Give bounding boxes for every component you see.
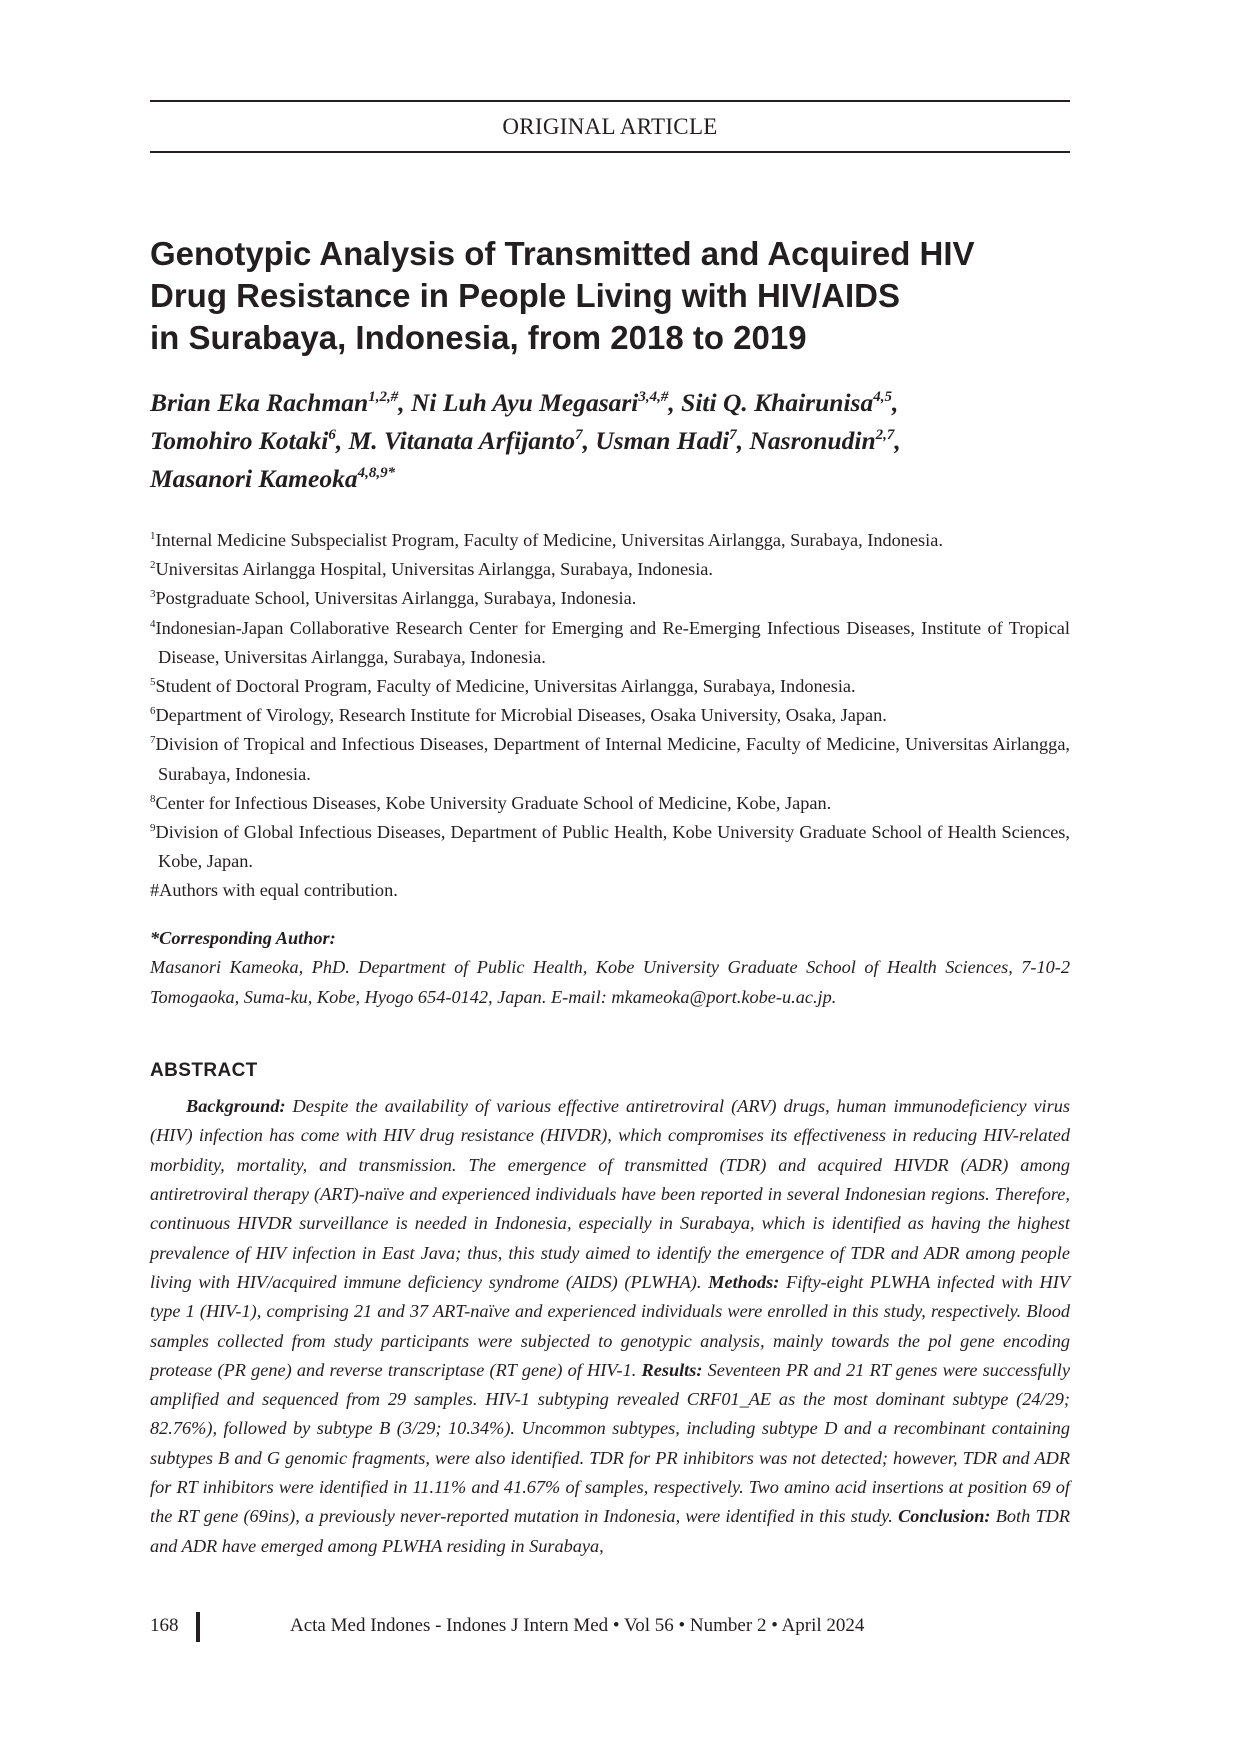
article-page [150,100,1070,1561]
abstract-background-label: Background: [186,1096,286,1117]
affiliation-text: Division of Global Infectious Diseases, Department of Public Health, Kobe University Graduate School of Health Sciences, Kobe, Japan. [155,822,1070,872]
abstract-methods-label: Methods: [708,1271,780,1292]
abstract-background-text: Despite the availability of various effective antiretroviral (ARV) drugs, human immunodeficiency virus (HIV) infection has come with HIV drug resistance (HIVDR), which compromises its effectiveness in reducing HIV-related morbidity, mortality, and transmission. The emergence of transmitted (TDR) and acquired HIVDR (ADR) among antiretroviral therapy (ART)-naïve and experienced individuals have been reported in several Indonesian regions. Therefore, continuous HIVDR surveillance is needed in Indonesia, especially in Surabaya, which is identified as having the highest prevalence of HIV infection in East Java; thus, this study aimed to identify the emergence of TDR and ADR among people living with HIV/acquired immune deficiency syndrome (AIDS) (PLWHA). [150,1096,1070,1292]
affiliation-text: Universitas Airlangga Hospital, Universitas Airlangga, Surabaya, Indonesia. [155,559,713,580]
author-name: Usman Hadi [595,426,730,455]
journal-citation: Acta Med Indones - Indones J Intern Med • Vol 56 • Number 2 • April 2024 [290,1615,865,1636]
author-name: Ni Luh Ayu Megasari [410,388,639,417]
equal-contribution-note: #Authors with equal contribution. [150,880,398,901]
abstract-methods-text: Fifty-eight PLWHA infected with HIV type 1 (HIV-1), comprising 21 and 37 ART-naïve and experienced individuals were enrolled in this study, respectively. Blood samples collected from study participants were subjected to genotypic analysis, mainly towards the pol gene encoding protease (PR gene) and reverse transcriptase (RT gene) of HIV-1. [150,1271,1071,1380]
author-name: M. Vitanata Arfijanto [348,426,576,455]
author-affiliation-marks: 3,4,# [638,389,669,405]
affiliation-item [150,818,1070,876]
affiliation-text: Center for Infectious Diseases, Kobe University Graduate School of Medicine, Kobe, Japan. [155,792,832,813]
affiliation-number: 6 [150,705,156,718]
abstract-results-label: Results: [641,1359,703,1380]
abstract-conclusion-label: Conclusion: [898,1506,991,1527]
abstract-body [150,1092,1070,1561]
author-affiliation-marks: 2,7 [875,427,895,443]
author-affiliation-marks: 1,2,# [368,389,399,405]
affiliation-number: 9 [150,822,156,835]
title-line: Genotypic Analysis of Transmitted and Acquired HIV [150,235,975,272]
title-line: Drug Resistance in People Living with HIV/AIDS [150,277,900,314]
affiliation-text: Indonesian-Japan Collaborative Research Center for Emerging and Re-Emerging Infectious Diseases, Institute of Tropical Disease, Universitas Airlangga, Surabaya, Indonesia. [155,617,1070,667]
affiliation-number: 8 [150,792,156,805]
affiliation-item [150,526,1070,555]
affiliation-text: Student of Doctoral Program, Faculty of Medicine, Universitas Airlangga, Surabaya, Indonesia. [155,676,856,697]
abstract-heading: ABSTRACT [150,1060,258,1082]
author-affiliation-marks: 4,8,9* [357,465,396,481]
affiliation-item [150,584,1070,613]
affiliation-list [150,526,1070,906]
abstract-conclusion-text: Both TDR and ADR have emerged among PLWHA residing in Surabaya, [150,1506,1070,1556]
corresponding-author-text: Masanori Kameoka, PhD. Department of Public Health, Kobe University Graduate School of Health Sciences, 7-10-2 Tomogaoka, Suma-ku, Kobe, Hyogo 654-0142, Japan. E-mail: mkameoka@port.kobe-u.ac.jp. [150,957,1070,1007]
affiliation-item [150,701,1070,730]
article-title [150,233,1010,359]
author-affiliation-marks: 7 [729,427,737,443]
affiliation-item [150,555,1070,584]
corresponding-author-block [150,924,1070,1013]
affiliation-number: 3 [150,588,156,601]
affiliation-number: 4 [150,617,156,630]
author-name: Tomohiro Kotaki [150,426,329,455]
author-affiliation-marks: 4,5 [873,389,892,405]
affiliation-number: 2 [150,559,156,572]
header-bottom-rule [150,151,1070,153]
author-affiliation-marks: 7 [575,427,583,443]
author-name: Nasronudin [749,426,876,455]
page-number: 168 [150,1615,179,1636]
author-affiliation-marks: 6 [328,427,336,443]
affiliation-text: Department of Virology, Research Institute for Microbial Diseases, Osaka University, Osaka, Japan. [155,705,887,726]
affiliation-text: Postgraduate School, Universitas Airlangga, Surabaya, Indonesia. [155,588,637,609]
affiliation-number: 5 [150,676,156,689]
author-list: Brian Eka Rachman$^{1,2,\#}$, Ni Luh Ayu Megasari$^{3,4,\#}$, Siti Q. Khairunisa$^{4,5}$, Tomohiro Kotaki$^6$, M. Vitanata Arfijanto$^7$, Usman Hadi$^7$, Nasronudin$^{2,7}$, Masanori Kameoka$^{4,8,9*}$ [150,388,901,493]
affiliation-item [150,789,1070,818]
author-name: Brian Eka Rachman [150,388,369,417]
affiliation-item [150,672,1070,701]
affiliation-text: Internal Medicine Subspecialist Program, Faculty of Medicine, Universitas Airlangga, Surabaya, Indonesia. [155,530,943,550]
title-line: in Surabaya, Indonesia, from 2018 to 2019 [150,319,807,356]
affiliation-number: 7 [150,734,156,747]
affiliation-item [150,730,1070,788]
author-name: Masanori Kameoka [150,464,358,493]
article-type-label: ORIGINAL ARTICLE [502,114,718,139]
abstract-results-text: Seventeen PR and 21 RT genes were successfully amplified and sequenced from 29 samples. HIV-1 subtyping revealed CRF01_AE as the most dominant subtype (24/29; 82.76%), followed by subtype B (3/29; 10.34%). Uncommon subtypes, including subtype D and a recombinant containing subtypes B and G genomic fragments, were also identified. TDR for PR inhibitors was not detected; however, TDR and ADR for RT inhibitors were identified in 11.11% and 41.67% of samples, respectively. Two amino acid insertions at position 69 of the RT gene (69ins), a previously never-reported mutation in Indonesia, were identified in this study. [150,1359,1070,1527]
corresponding-author-label: *Corresponding Author: [150,927,336,948]
footer-divider-bar [196,1612,200,1642]
affiliation-item [150,614,1070,672]
page-footer [150,1612,1070,1644]
affiliation-text: Division of Tropical and Infectious Diseases, Department of Internal Medicine, Faculty of Medicine, Universitas Airlangga, Surabaya, Indonesia. [155,734,1070,784]
affiliation-number: 1 [150,530,156,542]
author-name: Siti Q. Khairunisa [681,388,874,417]
